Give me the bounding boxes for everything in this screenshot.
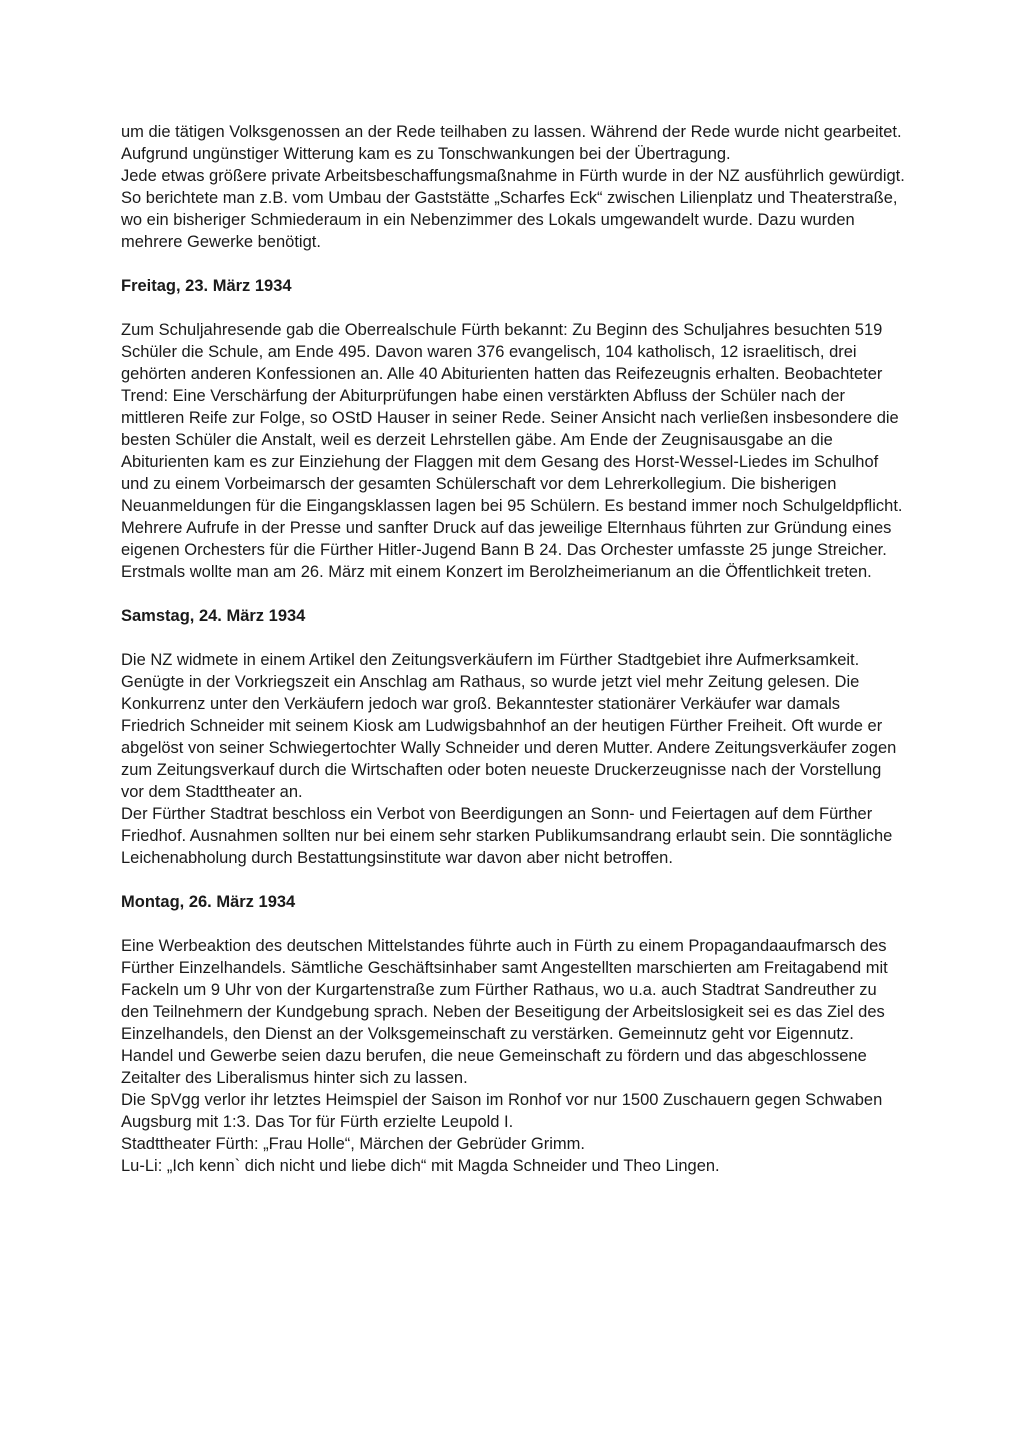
paragraph: Die NZ widmete in einem Artikel den Zeitungsverkäufern im Fürther Stadtgebiet ihre Aufmerksamkeit. Genügte in der Vorkriegszeit ein Anschlag am Rathaus, so wurde jetzt viel mehr Zeitung gelesen. Die Konkurrenz unter den Verkäufern jedoch war groß. Bekanntester stationärer Verkäufer war damals Friedrich Schneider mit seinem Kiosk am Ludwigsbahnhof an der heutigen Fürther Freiheit. Oft wurde er abgelöst von seiner Schwiegertochter Wally Schneider und deren Mutter. Andere Zeitungsverkäufer zogen zum Zeitungsverkauf durch die Wirtschaften oder boten neueste Druckerzeugnisse nach der Vorstellung vor dem Stadttheater an. <box>121 651 897 801</box>
section-intro <box>121 121 906 253</box>
section-heading: Freitag, 23. März 1934 <box>121 277 292 295</box>
paragraph: um die tätigen Volksgenossen an der Rede teilhaben zu lassen. Während der Rede wurde nicht gearbeitet. Aufgrund ungünstiger Witterung kam es zu Tonschwankungen bei der Übertragung. <box>121 123 902 163</box>
paragraph: Zum Schuljahresende gab die Oberrealschule Fürth bekannt: Zu Beginn des Schuljahres besuchten 519 Schüler die Schule, am Ende 495. Davon waren 376 evangelisch, 104 katholisch, 12 israelitisch, drei gehörten anderen Konfessionen an. Alle 40 Abiturienten hatten das Reifezeugnis erhalten. Beobachteter Trend: Eine Verschärfung der Abiturprüfungen habe einen verstärkten Abfluss der Schüler nach der mittleren Reife zur Folge, so OStD Hauser in seiner Rede. Seiner Ansicht nach verließen insbesondere die besten Schüler die Anstalt, weil es derzeit Lehrstellen gäbe. Am Ende der Zeugnisausgabe an die Abiturienten kam es zur Einziehung der Flaggen mit dem Gesang des Horst-Wessel-Liedes im Schulhof und zu einem Vorbeimarsch der gesamten Schülerschaft vor dem Lehrerkollegium. Die bisherigen Neuanmeldungen für die Eingangsklassen lagen bei 95 Schülern. Es bestand immer noch Schulgeldpflicht. <box>121 321 903 515</box>
paragraph: Die SpVgg verlor ihr letztes Heimspiel der Saison im Ronhof vor nur 1500 Zuschauern gegen Schwaben Augsburg mit 1:3. Das Tor für Fürth erzielte Leupold I. <box>121 1091 883 1131</box>
paragraph: Eine Werbeaktion des deutschen Mittelstandes führte auch in Fürth zu einem Propagandaaufmarsch des Fürther Einzelhandels. Sämtliche Geschäftsinhaber samt Angestellten marschierten am Freitagabend mit Fackeln um 9 Uhr von der Kurgartenstraße zum Fürther Rathaus, wo u.a. auch Stadtrat Sandreuther zu den Teilnehmern der Kundgebung sprach. Neben der Beseitigung der Arbeitslosigkeit sei es das Ziel des Einzelhandels, den Dienst an der Volksgemeinschaft zu verstärken. Gemeinnutz geht vor Eigennutz. Handel und Gewerbe seien dazu berufen, die neue Gemeinschaft zu fördern und das abgeschlossene Zeitalter des Liberalismus hinter sich zu lassen. <box>121 937 888 1087</box>
paragraph: Mehrere Aufrufe in der Presse und sanfter Druck auf das jeweilige Elternhaus führten zur Gründung eines eigenen Orchesters für die Fürther Hitler-Jugend Bann B 24. Das Orchester umfasste 25 junge Streicher. Erstmals wollte man am 26. März mit einem Konzert im Berolzheimerianum an die Öffentlichkeit treten. <box>121 519 892 581</box>
paragraph: Lu-Li: „Ich kenn` dich nicht und liebe dich“ mit Magda Schneider und Theo Lingen. <box>121 1157 720 1175</box>
paragraph: Der Fürther Stadtrat beschloss ein Verbot von Beerdigungen an Sonn- und Feiertagen auf dem Fürther Friedhof. Ausnahmen sollten nur bei einem sehr starken Publikumsandrang erlaubt sein. Die sonntägliche Leichenabholung durch Bestattungsinstitute war davon aber nicht betroffen. <box>121 805 893 867</box>
section-heading: Montag, 26. März 1934 <box>121 893 296 911</box>
section-montag-26-maerz <box>121 891 906 1177</box>
section-samstag-24-maerz <box>121 605 906 869</box>
section-freitag-23-maerz <box>121 275 906 583</box>
paragraph: Stadttheater Fürth: „Frau Holle“, Märchen der Gebrüder Grimm. <box>121 1135 585 1153</box>
document-body <box>121 121 906 1177</box>
paragraph: Jede etwas größere private Arbeitsbeschaffungsmaßnahme in Fürth wurde in der NZ ausführlich gewürdigt. So berichtete man z.B. vom Umbau der Gaststätte „Scharfes Eck“ zwischen Lilienplatz und Theaterstraße, wo ein bisheriger Schmiederaum in ein Nebenzimmer des Lokals umgewandelt wurde. Dazu wurden mehrere Gewerke benötigt. <box>121 167 905 251</box>
section-heading: Samstag, 24. März 1934 <box>121 607 306 625</box>
